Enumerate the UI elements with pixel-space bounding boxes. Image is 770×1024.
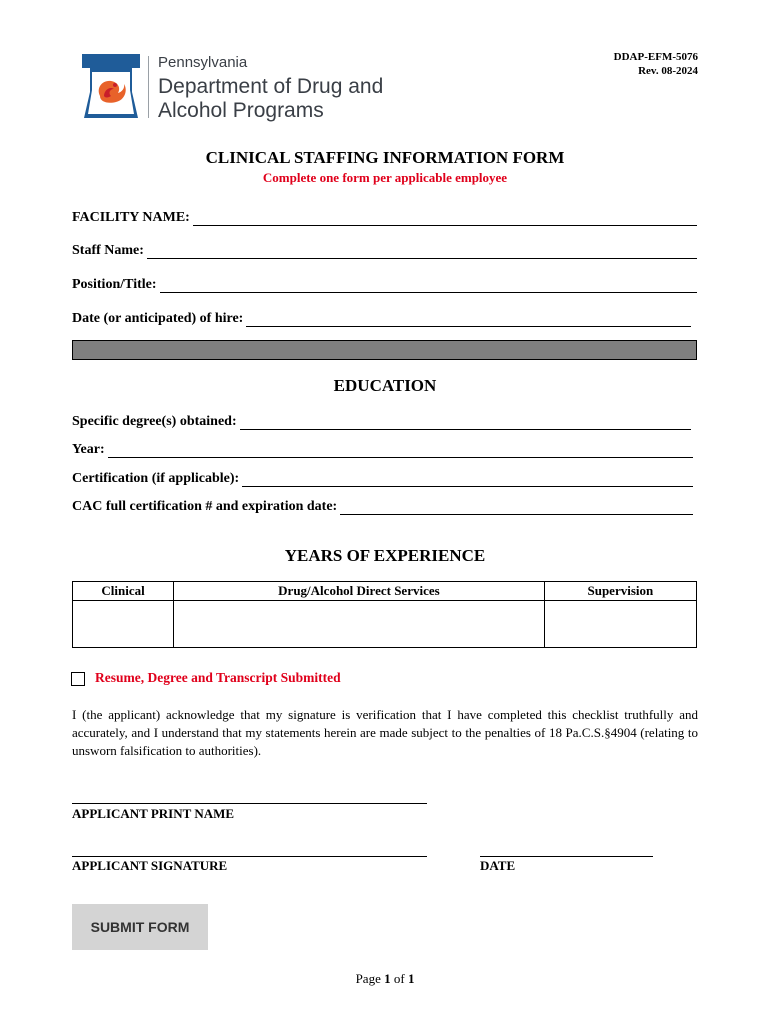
page-prefix: Page xyxy=(355,971,381,986)
print-name-input[interactable] xyxy=(72,803,427,804)
print-name-label: APPLICANT PRINT NAME xyxy=(72,806,235,821)
certification-label: Certification (if applicable): xyxy=(72,471,240,486)
supervision-years-input[interactable] xyxy=(544,601,696,648)
hire-date-row xyxy=(72,309,691,327)
staff-name-label: Staff Name: xyxy=(72,243,144,258)
experience-heading: YEARS OF EXPERIENCE xyxy=(284,546,486,565)
signature-label: APPLICANT SIGNATURE xyxy=(72,858,228,873)
cac-row xyxy=(72,497,693,515)
year-row xyxy=(72,440,693,458)
experience-col-clinical: Clinical xyxy=(73,582,174,601)
staff-name-input[interactable] xyxy=(147,241,697,259)
facility-name-row xyxy=(72,208,697,226)
acknowledgement-text: I (the applicant) acknowledge that my signature is verification that I have completed this checklist truthfully and accurately, and I understand that my statements herein are made subject to the penalties of 18 Pa.C.S.§4904 (relating to unsworn falsification to authorities). xyxy=(72,707,698,758)
experience-header-row xyxy=(73,582,697,601)
degree-input[interactable] xyxy=(240,412,691,430)
experience-col-direct-services: Drug/Alcohol Direct Services xyxy=(174,582,545,601)
position-title-input[interactable] xyxy=(160,275,697,293)
form-code-block xyxy=(614,50,698,78)
documents-submitted-checkbox[interactable] xyxy=(71,672,85,686)
agency-logo xyxy=(78,52,144,120)
hire-date-label: Date (or anticipated) of hire: xyxy=(72,311,244,326)
form-subtitle: Complete one form per applicable employee xyxy=(262,170,508,185)
section-divider-bar xyxy=(72,340,697,360)
submit-form-button[interactable]: SUBMIT FORM xyxy=(72,904,208,950)
form-title: CLINICAL STAFFING INFORMATION FORM xyxy=(205,148,565,167)
form-revision: Rev. 08-2024 xyxy=(638,65,698,77)
certification-input[interactable] xyxy=(242,469,693,487)
year-label: Year: xyxy=(72,442,105,457)
page-current: 1 xyxy=(384,971,391,986)
page-of: of xyxy=(393,971,405,986)
experience-input-row xyxy=(73,601,697,648)
education-heading: EDUCATION xyxy=(333,376,437,395)
degree-row xyxy=(72,412,691,430)
documents-submitted-label: Resume, Degree and Transcript Submitted xyxy=(95,670,341,685)
keystone-icon xyxy=(78,52,144,120)
agency-dept-line2: Alcohol Programs xyxy=(158,99,324,122)
agency-state: Pennsylvania xyxy=(158,54,248,71)
experience-table xyxy=(72,581,697,648)
clinical-years-input[interactable] xyxy=(73,601,174,648)
agency-name xyxy=(158,54,383,123)
cac-input[interactable] xyxy=(340,497,693,515)
direct-services-years-input[interactable] xyxy=(174,601,545,648)
degree-label: Specific degree(s) obtained: xyxy=(72,414,237,429)
form-code: DDAP-EFM-5076 xyxy=(613,51,698,63)
position-title-row xyxy=(72,275,697,293)
facility-name-label: FACILITY NAME: xyxy=(72,210,190,225)
year-input[interactable] xyxy=(108,440,693,458)
date-input[interactable] xyxy=(480,856,653,857)
position-title-label: Position/Title: xyxy=(72,277,157,292)
cac-label: CAC full certification # and expiration date: xyxy=(72,499,338,514)
page-indicator xyxy=(0,971,770,987)
signature-input[interactable] xyxy=(72,856,427,857)
hire-date-input[interactable] xyxy=(246,309,691,327)
date-label: DATE xyxy=(480,858,516,873)
staff-name-row xyxy=(72,241,697,259)
agency-dept-line1: Department of Drug and xyxy=(158,75,384,98)
certification-row xyxy=(72,469,693,487)
page-total: 1 xyxy=(407,971,415,986)
logo-divider xyxy=(148,56,149,118)
experience-col-supervision: Supervision xyxy=(544,582,696,601)
facility-name-input[interactable] xyxy=(193,208,697,226)
